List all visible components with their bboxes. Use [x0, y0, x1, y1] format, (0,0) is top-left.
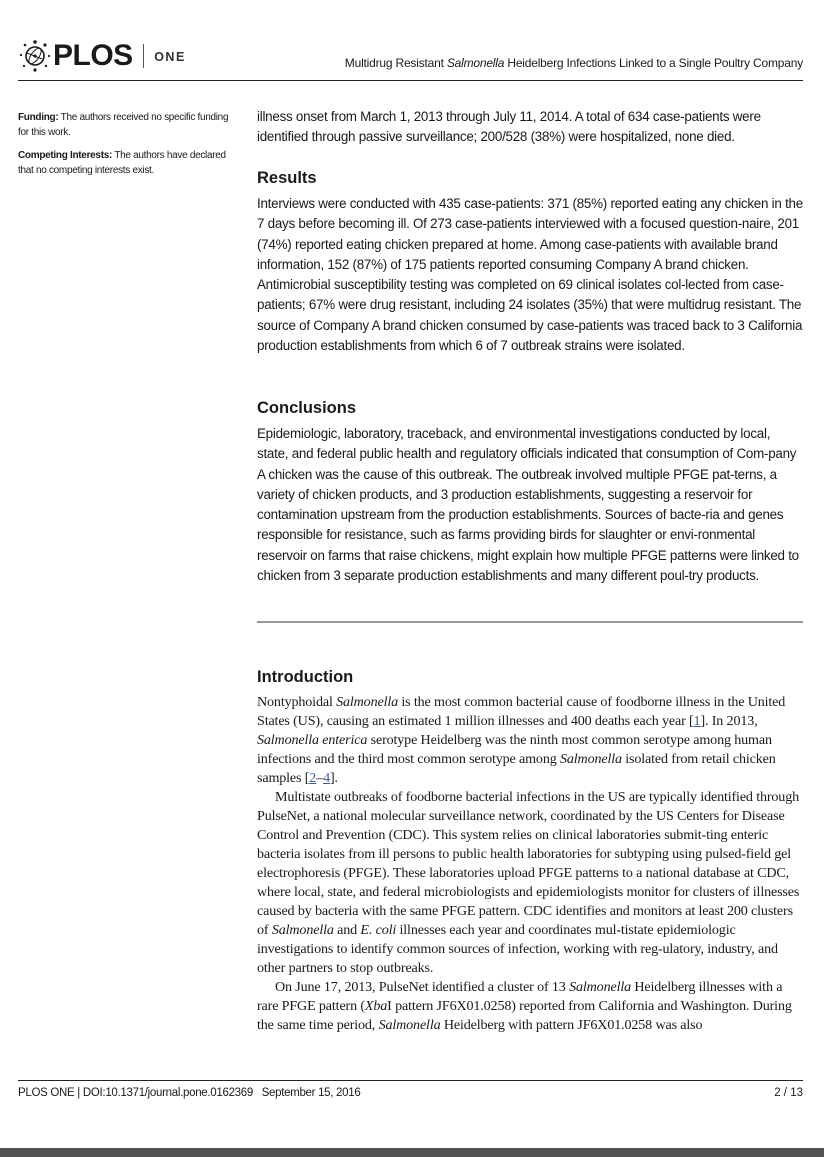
- italic-text: Xba: [364, 998, 388, 1014]
- plos-one-logo: [18, 38, 186, 74]
- text: Heidelberg illnesses with a rare PFGE pattern (: [257, 979, 783, 1014]
- running-title-text: Heidelberg Infections Linked to a Single Poultry Company: [504, 56, 803, 70]
- text: On June 17, 2013, PulseNet identified a cluster of 13: [275, 979, 570, 995]
- funding-statement: [18, 110, 233, 140]
- text: is the most common bacterial cause of foodborne illness in the United States (US), causing an estimated 1 million illnesses and 400 deaths each year [: [257, 694, 786, 729]
- italic-text: Salmonella: [569, 979, 631, 995]
- footer-citation: PLOS ONE | DOI:10.1371/journal.pone.0162369 September 15, 2016: [18, 1087, 361, 1099]
- abstract-divider: [257, 621, 803, 623]
- italic-text: E. coli: [360, 922, 397, 938]
- conclusions-paragraph: Epidemiologic, laboratory, traceback, and environmental investigations conducted by local, state, and federal public health and regulatory officials indicated that consumption of Com-pany A chicken was the cause of this outbreak. The outbreak involved multiple PFGE pat-terns, a variety of chicken products, and 3 production establishments, suggesting a reservoir for contamination upstream from the production establishments. Sources of bacte-ria and genes responsible for resistance, such as farms providing birds for slaughter or envi-ronmental reservoir on farms that raise chickens, might explain how multiple PFGE patterns were linked to chicken from 3 separate production establishments and many different poul-try products.: [257, 426, 799, 584]
- running-title: [345, 56, 803, 70]
- italic-text: Salmonella enterica: [257, 732, 368, 748]
- logo-plos-text: PLOS: [53, 39, 133, 72]
- logo-one-text: ONE: [154, 50, 186, 64]
- competing-interests-statement: [18, 148, 233, 178]
- funding-text: The authors received no specific funding for this work.: [18, 112, 229, 138]
- text: Multistate outbreaks of foodborne bacterial infections in the US are typically identified through PulseNet, a national molecular surveillance network, coordinated by the US Centers for Disease Control and Prevention (CDC). This system relies on clinical laboratories submit-ting enteric bacteria isolates from ill persons to public health laboratories for subtyping using pulsed-field gel electrophoresis (PFGE). These laboratories upload PFGE patterns to a national database at CDC, where local, state, and federal microbiologists and epidemiologists monitor for clusters of illnesses caused by bacteria with the same PFGE pattern. CDC identifies and monitors at least 200 clusters of: [257, 789, 800, 938]
- page-number: 2 / 13: [774, 1087, 803, 1099]
- citation-link[interactable]: 4: [323, 770, 330, 786]
- text: serotype Heidelberg was the ninth most common serotype among human infections and the third most common serotype among: [257, 732, 772, 767]
- results-paragraph: Interviews were conducted with 435 case-patients: 371 (85%) reported eating any chicken in the 7 days before becoming ill. Of 273 case-patients interviewed with a focused question-naire, 201 (74%) reported eating chicken prepared at home. Among case-patients with available brand information, 152 (87%) of 175 patients reported consuming Company A brand chicken. Antimicrobial susceptibility testing was completed on 69 clinical isolates col-lected from case-patients; 67% were drug resistant, including 24 isolates (35%) that were multidrug resistant. The source of Company A brand chicken consumed by case-patients was traced back to 3 California production establishments from which 6 of 7 outbreak strains were isolated.: [257, 196, 803, 354]
- competing-interests-label: Competing Interests:: [18, 150, 113, 161]
- italic-text: Salmonella: [560, 751, 622, 767]
- article-sidebar: [18, 110, 233, 186]
- article-body: [257, 107, 803, 1033]
- text: Heidelberg with pattern JF6X01.0258 was also: [440, 1017, 703, 1033]
- text: –: [316, 770, 324, 786]
- intro-paragraph-2: [257, 788, 803, 978]
- page-footer: [18, 1080, 803, 1099]
- running-title-italic: Salmonella: [446, 56, 505, 70]
- competing-interests-text: The authors have declared that no competing interests exist.: [18, 150, 226, 176]
- text: isolated from retail chicken samples [: [257, 751, 776, 786]
- italic-text: Salmonella: [336, 694, 399, 710]
- page-header: [18, 38, 803, 81]
- text: Nontyphoidal: [257, 694, 337, 710]
- funding-label: Funding:: [18, 112, 59, 123]
- intro-paragraph-3: [257, 978, 803, 1035]
- logo-divider: [143, 44, 145, 68]
- text: and: [333, 922, 361, 938]
- running-title-text: Multidrug Resistant: [344, 56, 447, 70]
- results-heading: Results: [257, 169, 317, 187]
- text: I pattern JF6X01.0258) reported from California and Washington. During the same time period,: [257, 998, 792, 1033]
- citation-link[interactable]: 2: [309, 770, 317, 786]
- intro-paragraph-1: [257, 693, 803, 788]
- abstract-methods-tail: illness onset from March 1, 2013 through July 11, 2014. A total of 634 case-patients were identified through passive surveillance; 200/528 (38%) were hospitalized, none died.: [257, 109, 761, 145]
- text: ].: [330, 770, 338, 786]
- introduction-body: [257, 693, 803, 1035]
- text: ]. In 2013,: [700, 713, 758, 729]
- italic-text: Salmonella: [271, 922, 334, 938]
- plos-globe-icon: [18, 39, 52, 73]
- conclusions-heading: Conclusions: [257, 399, 357, 417]
- introduction-heading: Introduction: [257, 668, 354, 686]
- italic-text: Salmonella: [378, 1017, 441, 1033]
- viewer-bottom-bar: [0, 1148, 824, 1157]
- text: illnesses each year and coordinates mul-tistate epidemiologic investigations to identify common sources of infection, working with reg-ulatory, industry, and other partners to stop outbreaks.: [257, 922, 778, 976]
- citation-link[interactable]: 1: [693, 713, 701, 729]
